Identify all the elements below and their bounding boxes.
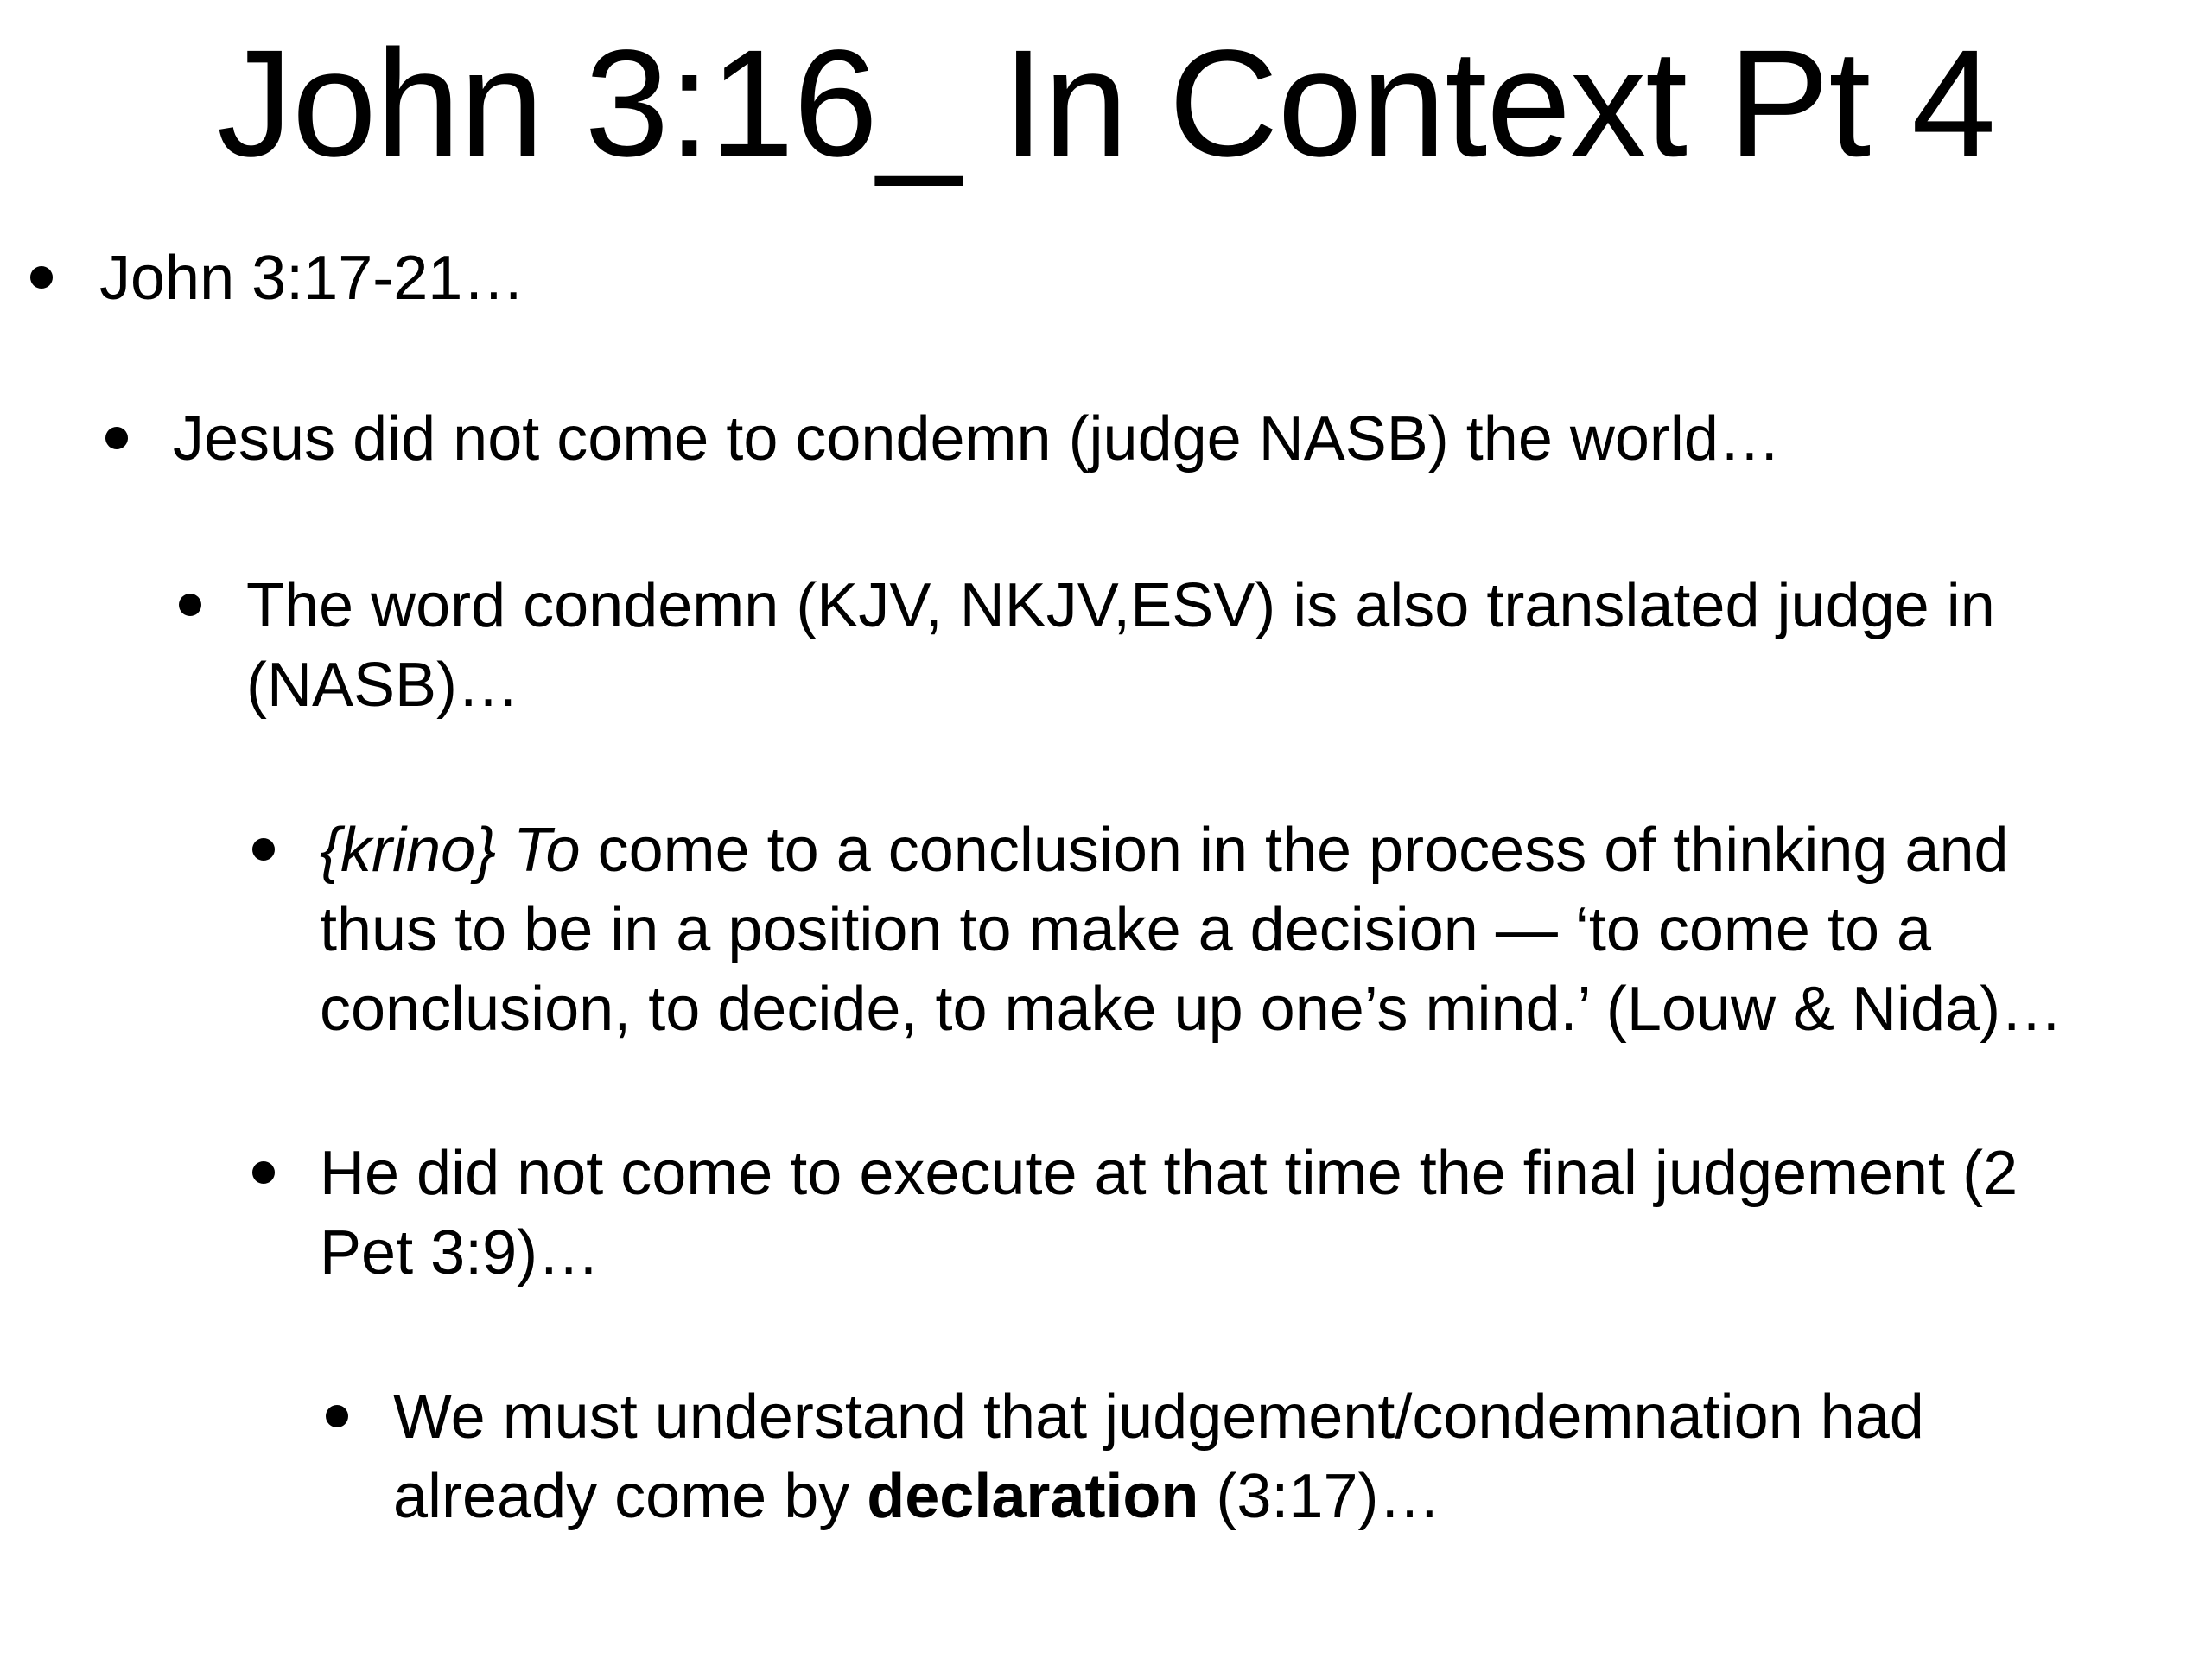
bullet-level-3: [246, 566, 2173, 725]
bullet-dot-icon: [326, 1405, 348, 1427]
bullet-dot-icon: [30, 266, 53, 289]
bullet-dot-icon: [252, 838, 275, 861]
bullet-level-4-judgement: [320, 1134, 2203, 1293]
krino-definition-text: come to a conclusion in the process of thinking and thus to be in a position to make a decision — ‘to come to a conclusion, to decide, to make up one’s mind.’ (Louw & Nida)…: [320, 816, 2063, 1044]
declaration-prefix-text: We must understand that judgement/condemnation had already come by: [393, 1382, 1924, 1531]
bullet-dot-icon: [252, 1161, 275, 1184]
bullet-level-4-krino: [320, 810, 2203, 1049]
bullet-dot-icon: [179, 594, 201, 616]
bullet-level-2: [173, 399, 2160, 479]
bullet-text: He did not come to execute at that time the final judgement (2 Pet 3:9)…: [320, 1139, 2018, 1287]
bullet-level-5: [393, 1377, 2190, 1536]
bullet-dot-icon: [105, 427, 128, 449]
bullet-text: The word condemn (KJV, NKJV,ESV) is also translated judge in (NASB)…: [246, 571, 1995, 720]
slide-title: John 3:16_ In Context Pt 4: [216, 19, 1996, 188]
declaration-bold-text: declaration: [867, 1462, 1199, 1531]
bullet-text: Jesus did not come to condemn (judge NASB) the world…: [173, 404, 1781, 474]
bullet-level-1: [99, 238, 2156, 318]
krino-italic-text: {krino} To: [320, 816, 581, 885]
bullet-text: [393, 1377, 2190, 1536]
bullet-text: [320, 810, 2203, 1049]
bullet-text: John 3:17-21…: [99, 244, 525, 313]
declaration-suffix-text: (3:17)…: [1198, 1462, 1441, 1531]
